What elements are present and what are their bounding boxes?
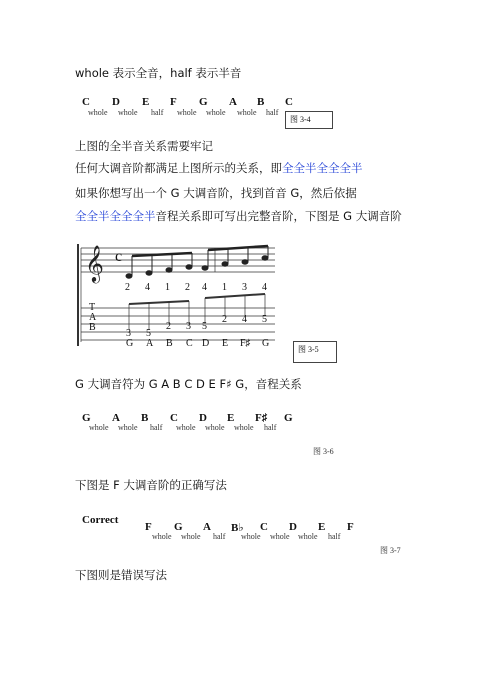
interval-5: whole	[205, 423, 225, 432]
fingering-1: 2	[125, 282, 130, 293]
interval-2: whole	[181, 532, 201, 541]
fingering-3: 1	[165, 282, 170, 293]
interval-7: half	[264, 423, 277, 432]
fingering-7: 3	[242, 282, 247, 293]
interval-1: whole	[152, 532, 172, 541]
interval-6: whole	[298, 532, 318, 541]
note-8: F	[347, 521, 354, 533]
tab-fret: 5	[146, 328, 151, 339]
note-name: C	[186, 338, 193, 349]
interval-2: whole	[118, 423, 138, 432]
interval-6: whole	[237, 108, 257, 117]
note-name: A	[146, 338, 154, 349]
note-3: A	[203, 521, 211, 533]
text-g-intro: 如果你想写出一个 G 大调音阶，找到首音 G，然后依据	[75, 186, 357, 200]
note-6: D	[289, 521, 297, 533]
note-name: D	[202, 338, 210, 349]
time-signature: c	[115, 248, 123, 265]
tab-letter-a: A	[89, 312, 97, 323]
note-5: C	[260, 521, 268, 533]
figure-3-5	[75, 232, 275, 362]
tab-letter-t: T	[89, 302, 96, 313]
interval-4: whole	[176, 423, 196, 432]
interval-3: half	[150, 423, 163, 432]
note-name: G	[126, 338, 134, 349]
interval-7: half	[266, 108, 279, 117]
interval-4: whole	[241, 532, 261, 541]
fingering-6: 1	[222, 282, 227, 293]
interval-7: half	[328, 532, 341, 541]
text-rule-prefix: 任何大调音阶都满足上图所示的关系，即	[75, 161, 282, 175]
interval-6: whole	[234, 423, 254, 432]
note-7: E	[318, 521, 326, 533]
note-4: B♭	[231, 522, 244, 534]
note-5: G	[199, 96, 208, 108]
tab-letter-b: B	[89, 322, 96, 333]
interval-5: whole	[270, 532, 290, 541]
interval-pattern-link-2[interactable]: 全全半全全全半	[75, 209, 156, 223]
note-2: A	[112, 412, 120, 424]
fingering-4: 2	[185, 282, 190, 293]
interval-pattern-link[interactable]: 全全半全全全半	[282, 161, 363, 175]
figure-heading: Correct	[82, 514, 119, 526]
fingering-2: 4	[145, 282, 150, 293]
tab-fret: 4	[242, 314, 247, 325]
note-3: B	[141, 412, 149, 424]
note-name: B	[166, 338, 173, 349]
intro-text: whole 表示全音，half 表示半音	[75, 66, 242, 80]
text-memorize: 上图的全半音关系需要牢记	[75, 139, 213, 153]
note-4: C	[170, 412, 178, 424]
note-4: F	[170, 96, 177, 108]
text-f-scale: 下图是 F 大调音阶的正确写法	[75, 478, 227, 492]
tab-fret: 3	[186, 321, 191, 332]
interval-3: half	[213, 532, 226, 541]
svg-text:𝄞: 𝄞	[85, 244, 104, 282]
interval-1: whole	[88, 108, 108, 117]
text-wrong: 下图则是错误写法	[75, 568, 167, 582]
note-5: D	[199, 412, 207, 424]
figure-label: 图 3-4	[285, 111, 333, 129]
figure-label: 图 3-7	[380, 546, 401, 555]
figure-label: 图 3-6	[313, 447, 334, 456]
interval-4: whole	[177, 108, 197, 117]
note-1: F	[145, 521, 152, 533]
tab-fret: 5	[202, 321, 207, 332]
text-g-method-suffix: 音程关系即可写出完整音阶，下图是 G 大调音阶	[155, 209, 402, 223]
interval-2: whole	[118, 108, 138, 117]
text-g-method	[75, 209, 402, 223]
note-2: G	[174, 521, 183, 533]
tab-fret: 2	[166, 321, 171, 332]
note-1: G	[82, 412, 91, 424]
note-7: F♯	[255, 412, 268, 424]
note-6: A	[229, 96, 237, 108]
note-name: E	[222, 338, 229, 349]
text-rule	[75, 161, 363, 175]
note-8: C	[285, 96, 293, 108]
fingering-8: 4	[262, 282, 267, 293]
treble-clef-icon	[85, 244, 104, 283]
note-8: G	[284, 412, 293, 424]
interval-3: half	[151, 108, 164, 117]
note-name: F♯	[240, 338, 251, 349]
note-3: E	[142, 96, 150, 108]
interval-5: whole	[206, 108, 226, 117]
tab-fret: 2	[222, 314, 227, 325]
tab-fret: 5	[262, 314, 267, 325]
figure-label: 图 3-5	[293, 341, 337, 363]
note-6: E	[227, 412, 235, 424]
note-1: C	[82, 96, 90, 108]
text-g-scale: G 大调音符为 G A B C D E F♯ G，音程关系	[75, 377, 302, 391]
fingering-5: 4	[202, 282, 207, 293]
interval-1: whole	[89, 423, 109, 432]
note-2: D	[112, 96, 120, 108]
note-name: G	[262, 338, 270, 349]
notes-lo	[126, 246, 268, 278]
tab-fret: 3	[126, 328, 131, 339]
note-7: B	[257, 96, 265, 108]
